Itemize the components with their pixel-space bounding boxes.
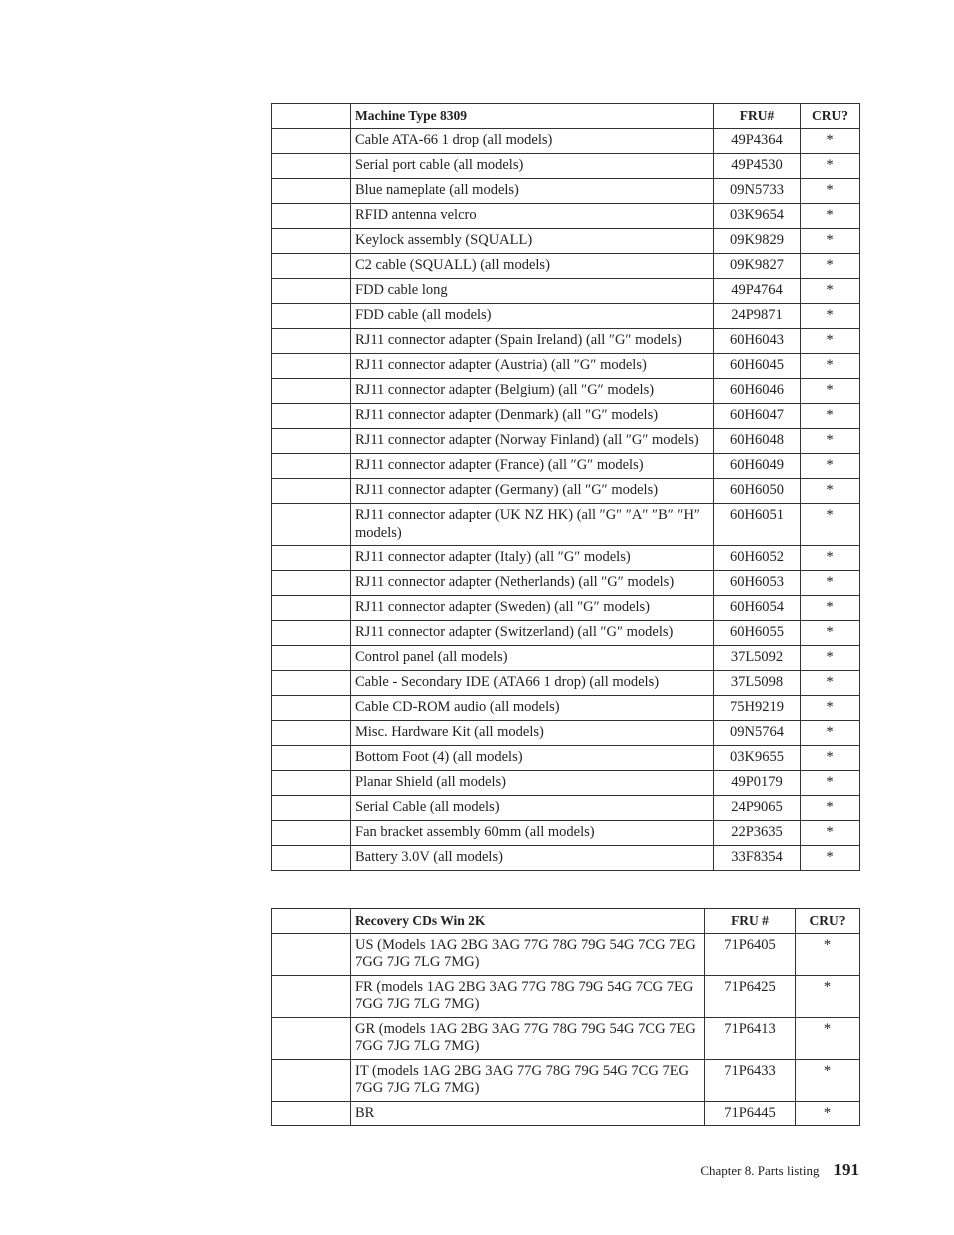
cell-description: BR xyxy=(351,1101,705,1126)
cell-fru: 37L5092 xyxy=(714,646,801,671)
cell-fru: 03K9655 xyxy=(714,746,801,771)
table-row xyxy=(272,821,860,846)
cell-index xyxy=(272,229,351,254)
header-index xyxy=(272,909,351,934)
cell-index xyxy=(272,771,351,796)
table-row xyxy=(272,379,860,404)
header-index xyxy=(272,104,351,129)
cell-fru: 09K9829 xyxy=(714,229,801,254)
cell-fru: 60H6051 xyxy=(714,504,801,546)
header-description: Recovery CDs Win 2K xyxy=(351,909,705,934)
cell-index xyxy=(272,671,351,696)
cell-index xyxy=(272,1017,351,1059)
cell-cru: * xyxy=(801,621,860,646)
cell-index xyxy=(272,1059,351,1101)
cell-fru: 75H9219 xyxy=(714,696,801,721)
cell-cru: * xyxy=(801,746,860,771)
cell-cru: * xyxy=(801,454,860,479)
cell-description: Serial port cable (all models) xyxy=(351,154,714,179)
cell-cru: * xyxy=(801,771,860,796)
cell-index xyxy=(272,304,351,329)
cell-index xyxy=(272,933,351,975)
cell-description: Cable CD-ROM audio (all models) xyxy=(351,696,714,721)
cell-description: Cable - Secondary IDE (ATA66 1 drop) (all models) xyxy=(351,671,714,696)
cell-fru: 33F8354 xyxy=(714,846,801,871)
cell-fru: 24P9871 xyxy=(714,304,801,329)
table-row xyxy=(272,771,860,796)
header-fru: FRU # xyxy=(705,909,796,934)
cell-index xyxy=(272,479,351,504)
cell-index xyxy=(272,329,351,354)
table-row xyxy=(272,1017,860,1059)
table-row xyxy=(272,696,860,721)
cell-description: IT (models 1AG 2BG 3AG 77G 78G 79G 54G 7CG 7EG 7GG 7JG 7LG 7MG) xyxy=(351,1059,705,1101)
cell-index xyxy=(272,796,351,821)
cell-index xyxy=(272,646,351,671)
cell-description: Fan bracket assembly 60mm (all models) xyxy=(351,821,714,846)
cell-cru: * xyxy=(796,1101,860,1126)
cell-cru: * xyxy=(801,204,860,229)
table-row xyxy=(272,479,860,504)
table-row xyxy=(272,304,860,329)
cell-index xyxy=(272,154,351,179)
cell-index xyxy=(272,354,351,379)
table-row xyxy=(272,329,860,354)
cell-index xyxy=(272,571,351,596)
cell-fru: 22P3635 xyxy=(714,821,801,846)
table-body xyxy=(272,933,860,1126)
cell-cru: * xyxy=(801,379,860,404)
cell-cru: * xyxy=(801,179,860,204)
table-row xyxy=(272,129,860,154)
cell-cru: * xyxy=(801,671,860,696)
cell-fru: 09K9827 xyxy=(714,254,801,279)
parts-table-machine-type xyxy=(271,103,860,871)
cell-index xyxy=(272,746,351,771)
cell-fru: 09N5764 xyxy=(714,721,801,746)
cell-description: RJ11 connector adapter (UK NZ HK) (all ″G″ ″A″ ″B″ ″H″ models) xyxy=(351,504,714,546)
table-row xyxy=(272,279,860,304)
cell-description: RJ11 connector adapter (Switzerland) (all ″G″ models) xyxy=(351,621,714,646)
table-body xyxy=(272,129,860,871)
cell-fru: 60H6055 xyxy=(714,621,801,646)
cell-cru: * xyxy=(801,846,860,871)
table-row xyxy=(272,571,860,596)
cell-description: RJ11 connector adapter (Netherlands) (all ″G″ models) xyxy=(351,571,714,596)
table-row xyxy=(272,933,860,975)
table-row xyxy=(272,429,860,454)
cell-fru: 24P9065 xyxy=(714,796,801,821)
cell-index xyxy=(272,204,351,229)
cell-index xyxy=(272,596,351,621)
cell-cru: * xyxy=(796,1059,860,1101)
cell-fru: 71P6445 xyxy=(705,1101,796,1126)
cell-description: C2 cable (SQUALL) (all models) xyxy=(351,254,714,279)
cell-fru: 60H6046 xyxy=(714,379,801,404)
cell-index xyxy=(272,254,351,279)
table-row xyxy=(272,154,860,179)
cell-fru: 03K9654 xyxy=(714,204,801,229)
cell-description: RJ11 connector adapter (Austria) (all ″G″ models) xyxy=(351,354,714,379)
chapter-title: Chapter 8. Parts listing xyxy=(700,1163,820,1178)
cell-description: FR (models 1AG 2BG 3AG 77G 78G 79G 54G 7CG 7EG 7GG 7JG 7LG 7MG) xyxy=(351,975,705,1017)
cell-cru: * xyxy=(801,304,860,329)
table-row xyxy=(272,671,860,696)
cell-cru: * xyxy=(801,154,860,179)
cell-description: RFID antenna velcro xyxy=(351,204,714,229)
cell-index xyxy=(272,846,351,871)
table-row xyxy=(272,1059,860,1101)
cell-index xyxy=(272,179,351,204)
cell-cru: * xyxy=(796,1017,860,1059)
cell-cru: * xyxy=(801,329,860,354)
cell-index xyxy=(272,129,351,154)
header-description: Machine Type 8309 xyxy=(351,104,714,129)
cell-fru: 60H6047 xyxy=(714,404,801,429)
table-row xyxy=(272,975,860,1017)
cell-index xyxy=(272,546,351,571)
cell-cru: * xyxy=(801,596,860,621)
cell-description: Planar Shield (all models) xyxy=(351,771,714,796)
cell-fru: 60H6049 xyxy=(714,454,801,479)
cell-index xyxy=(272,721,351,746)
cell-description: Bottom Foot (4) (all models) xyxy=(351,746,714,771)
cell-cru: * xyxy=(801,429,860,454)
cell-cru: * xyxy=(801,279,860,304)
cell-cru: * xyxy=(801,796,860,821)
cell-fru: 49P4764 xyxy=(714,279,801,304)
table-header-row xyxy=(272,909,860,934)
header-cru: CRU? xyxy=(796,909,860,934)
cell-index xyxy=(272,404,351,429)
table-row xyxy=(272,721,860,746)
cell-description: RJ11 connector adapter (Spain Ireland) (all ″G″ models) xyxy=(351,329,714,354)
cell-cru: * xyxy=(801,646,860,671)
cell-cru: * xyxy=(801,546,860,571)
cell-description: RJ11 connector adapter (France) (all ″G″ models) xyxy=(351,454,714,479)
cell-cru: * xyxy=(801,696,860,721)
cell-description: FDD cable (all models) xyxy=(351,304,714,329)
cell-description: GR (models 1AG 2BG 3AG 77G 78G 79G 54G 7CG 7EG 7GG 7JG 7LG 7MG) xyxy=(351,1017,705,1059)
table-row xyxy=(272,846,860,871)
cell-fru: 60H6043 xyxy=(714,329,801,354)
cell-fru: 60H6045 xyxy=(714,354,801,379)
cell-fru: 49P4530 xyxy=(714,154,801,179)
cell-description: US (Models 1AG 2BG 3AG 77G 78G 79G 54G 7CG 7EG 7GG 7JG 7LG 7MG) xyxy=(351,933,705,975)
cell-description: Battery 3.0V (all models) xyxy=(351,846,714,871)
cell-description: RJ11 connector adapter (Norway Finland) (all ″G″ models) xyxy=(351,429,714,454)
table-row xyxy=(272,404,860,429)
cell-cru: * xyxy=(796,933,860,975)
cell-description: Misc. Hardware Kit (all models) xyxy=(351,721,714,746)
cell-index xyxy=(272,821,351,846)
cell-fru: 49P4364 xyxy=(714,129,801,154)
table-row xyxy=(272,621,860,646)
cell-index xyxy=(272,279,351,304)
cell-fru: 60H6054 xyxy=(714,596,801,621)
cell-description: RJ11 connector adapter (Denmark) (all ″G″ models) xyxy=(351,404,714,429)
cell-fru: 71P6405 xyxy=(705,933,796,975)
cell-description: FDD cable long xyxy=(351,279,714,304)
cell-cru: * xyxy=(801,821,860,846)
cell-fru: 60H6052 xyxy=(714,546,801,571)
table-row xyxy=(272,204,860,229)
cell-description: RJ11 connector adapter (Germany) (all ″G″ models) xyxy=(351,479,714,504)
cell-description: Control panel (all models) xyxy=(351,646,714,671)
cell-cru: * xyxy=(801,129,860,154)
cell-index xyxy=(272,621,351,646)
table-row xyxy=(272,596,860,621)
cell-cru: * xyxy=(796,975,860,1017)
cell-description: Blue nameplate (all models) xyxy=(351,179,714,204)
cell-cru: * xyxy=(801,504,860,546)
table-header-row xyxy=(272,104,860,129)
cell-cru: * xyxy=(801,479,860,504)
cell-fru: 60H6048 xyxy=(714,429,801,454)
cell-cru: * xyxy=(801,571,860,596)
cell-index xyxy=(272,379,351,404)
table-row xyxy=(272,796,860,821)
table-row xyxy=(272,746,860,771)
cell-description: RJ11 connector adapter (Belgium) (all ″G″ models) xyxy=(351,379,714,404)
cell-cru: * xyxy=(801,404,860,429)
cell-fru: 71P6425 xyxy=(705,975,796,1017)
header-cru: CRU? xyxy=(801,104,860,129)
table-row xyxy=(272,354,860,379)
cell-description: RJ11 connector adapter (Sweden) (all ″G″ models) xyxy=(351,596,714,621)
cell-cru: * xyxy=(801,354,860,379)
table-row xyxy=(272,1101,860,1126)
cell-index xyxy=(272,429,351,454)
cell-description: Keylock assembly (SQUALL) xyxy=(351,229,714,254)
table-row xyxy=(272,646,860,671)
page-number: 191 xyxy=(833,1160,859,1179)
table-row xyxy=(272,254,860,279)
cell-cru: * xyxy=(801,721,860,746)
table-row xyxy=(272,179,860,204)
cell-index xyxy=(272,1101,351,1126)
cell-fru: 60H6050 xyxy=(714,479,801,504)
cell-cru: * xyxy=(801,254,860,279)
table-row xyxy=(272,229,860,254)
cell-index xyxy=(272,696,351,721)
cell-fru: 60H6053 xyxy=(714,571,801,596)
header-fru: FRU# xyxy=(714,104,801,129)
parts-table-recovery-cds xyxy=(271,908,860,1126)
cell-fru: 71P6413 xyxy=(705,1017,796,1059)
cell-fru: 37L5098 xyxy=(714,671,801,696)
cell-fru: 09N5733 xyxy=(714,179,801,204)
cell-index xyxy=(272,454,351,479)
table-row xyxy=(272,504,860,546)
page-footer xyxy=(700,1160,859,1180)
cell-description: RJ11 connector adapter (Italy) (all ″G″ models) xyxy=(351,546,714,571)
cell-description: Serial Cable (all models) xyxy=(351,796,714,821)
table-row xyxy=(272,546,860,571)
cell-fru: 49P0179 xyxy=(714,771,801,796)
cell-index xyxy=(272,975,351,1017)
table-row xyxy=(272,454,860,479)
cell-index xyxy=(272,504,351,546)
cell-fru: 71P6433 xyxy=(705,1059,796,1101)
cell-cru: * xyxy=(801,229,860,254)
cell-description: Cable ATA-66 1 drop (all models) xyxy=(351,129,714,154)
